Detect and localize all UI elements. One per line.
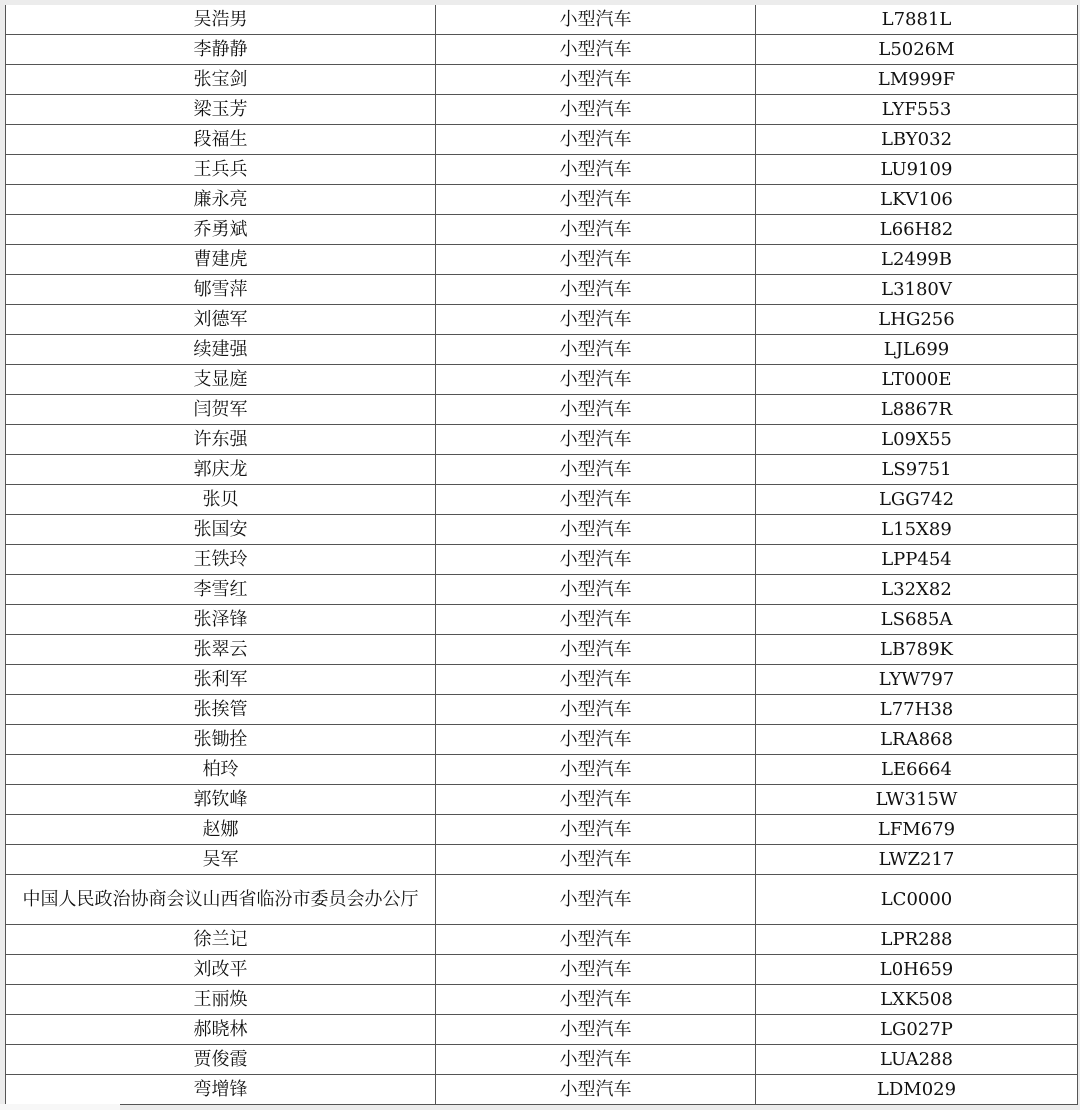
plate-number-cell: LM999F [756,65,1078,95]
vehicle-type-cell: 小型汽车 [436,925,756,955]
vehicle-type-cell: 小型汽车 [436,5,756,35]
table-row [6,1075,1078,1105]
table-row [6,1045,1078,1075]
table-row [6,155,1078,185]
vehicle-type-cell: 小型汽车 [436,725,756,755]
table-row [6,515,1078,545]
table-row [6,65,1078,95]
table-row [6,785,1078,815]
owner-cell: 吴浩男 [6,5,436,35]
table-row [6,1015,1078,1045]
plate-number-cell: LYF553 [756,95,1078,125]
plate-number-cell: LW315W [756,785,1078,815]
owner-cell: 许东强 [6,425,436,455]
owner-cell: 贾俊霞 [6,1045,436,1075]
table-row [6,635,1078,665]
plate-number-cell: L7881L [756,5,1078,35]
vehicle-type-cell: 小型汽车 [436,395,756,425]
owner-cell: 廉永亮 [6,185,436,215]
vehicle-type-cell: 小型汽车 [436,635,756,665]
plate-number-cell: L0H659 [756,955,1078,985]
owner-cell: 柏玲 [6,755,436,785]
owner-cell: 弯增锋 [6,1075,436,1105]
vehicle-type-cell: 小型汽车 [436,575,756,605]
plate-number-cell: L5026M [756,35,1078,65]
table-row [6,925,1078,955]
plate-number-cell: LU9109 [756,155,1078,185]
plate-number-cell: LB789K [756,635,1078,665]
table-row [6,275,1078,305]
owner-cell: 张国安 [6,515,436,545]
owner-cell: 张利军 [6,665,436,695]
vehicle-type-cell: 小型汽车 [436,215,756,245]
vehicle-type-cell: 小型汽车 [436,1045,756,1075]
owner-cell: 郭庆龙 [6,455,436,485]
owner-cell: 徐兰记 [6,925,436,955]
owner-cell: 梁玉芳 [6,95,436,125]
table-row [6,5,1078,35]
plate-number-cell: LJL699 [756,335,1078,365]
vehicle-type-cell: 小型汽车 [436,305,756,335]
table-row [6,605,1078,635]
owner-cell: 刘德军 [6,305,436,335]
table-body [6,5,1078,1105]
table-row [6,845,1078,875]
owner-cell: 中国人民政治协商会议山西省临汾市委员会办公厅 [6,875,436,925]
plate-number-cell: LPR288 [756,925,1078,955]
plate-number-cell: LYW797 [756,665,1078,695]
table-row [6,875,1078,925]
owner-cell: 李静静 [6,35,436,65]
vehicle-type-cell: 小型汽车 [436,955,756,985]
plate-number-cell: LBY032 [756,125,1078,155]
plate-number-cell: LS9751 [756,455,1078,485]
table-row [6,755,1078,785]
table-row [6,125,1078,155]
owner-cell: 郝晓林 [6,1015,436,1045]
table-row [6,335,1078,365]
vehicle-type-cell: 小型汽车 [436,515,756,545]
vehicle-type-cell: 小型汽车 [436,755,756,785]
table-row [6,95,1078,125]
vehicle-type-cell: 小型汽车 [436,125,756,155]
plate-number-cell: LT000E [756,365,1078,395]
plate-number-cell: L2499B [756,245,1078,275]
table-row [6,725,1078,755]
owner-cell: 乔勇斌 [6,215,436,245]
plate-number-cell: L15X89 [756,515,1078,545]
vehicle-type-cell: 小型汽车 [436,185,756,215]
table-row [6,695,1078,725]
vehicle-type-cell: 小型汽车 [436,665,756,695]
vehicle-type-cell: 小型汽车 [436,815,756,845]
owner-cell: 曹建虎 [6,245,436,275]
plate-number-cell: LUA288 [756,1045,1078,1075]
plate-number-cell: L77H38 [756,695,1078,725]
owner-cell: 郇雪萍 [6,275,436,305]
plate-number-cell: LDM029 [756,1075,1078,1105]
plate-number-cell: LPP454 [756,545,1078,575]
owner-cell: 王铁玲 [6,545,436,575]
table-row [6,365,1078,395]
plate-number-cell: LS685A [756,605,1078,635]
table-row [6,815,1078,845]
table-row [6,955,1078,985]
owner-cell: 张翠云 [6,635,436,665]
table-row [6,35,1078,65]
vehicle-type-cell: 小型汽车 [436,65,756,95]
vehicle-type-cell: 小型汽车 [436,35,756,65]
plate-number-cell: LHG256 [756,305,1078,335]
plate-number-cell: L32X82 [756,575,1078,605]
owner-cell: 郭钦峰 [6,785,436,815]
owner-cell: 支显庭 [6,365,436,395]
vehicle-type-cell: 小型汽车 [436,985,756,1015]
table-row [6,485,1078,515]
document-sheet [5,5,1077,1105]
vehicle-type-cell: 小型汽车 [436,95,756,125]
vehicle-type-cell: 小型汽车 [436,1075,756,1105]
plate-number-cell: LG027P [756,1015,1078,1045]
vehicle-type-cell: 小型汽车 [436,695,756,725]
vehicle-type-cell: 小型汽车 [436,545,756,575]
plate-number-cell: LKV106 [756,185,1078,215]
vehicle-type-cell: 小型汽车 [436,485,756,515]
vehicle-type-cell: 小型汽车 [436,335,756,365]
owner-cell: 闫贺军 [6,395,436,425]
table-row [6,665,1078,695]
horizontal-scrollbar[interactable] [0,1104,120,1110]
vehicle-type-cell: 小型汽车 [436,245,756,275]
table-row [6,545,1078,575]
table-row [6,985,1078,1015]
plate-number-cell: L8867R [756,395,1078,425]
vehicle-type-cell: 小型汽车 [436,875,756,925]
owner-cell: 段福生 [6,125,436,155]
plate-number-cell: L09X55 [756,425,1078,455]
table-row [6,245,1078,275]
owner-cell: 王兵兵 [6,155,436,185]
vehicle-type-cell: 小型汽车 [436,275,756,305]
plate-number-cell: LE6664 [756,755,1078,785]
owner-cell: 续建强 [6,335,436,365]
owner-cell: 刘改平 [6,955,436,985]
plate-number-cell: L3180V [756,275,1078,305]
plate-number-cell: LXK508 [756,985,1078,1015]
vehicle-type-cell: 小型汽车 [436,155,756,185]
plate-number-cell: L66H82 [756,215,1078,245]
vehicle-type-cell: 小型汽车 [436,365,756,395]
table-row [6,455,1078,485]
owner-cell: 张挨管 [6,695,436,725]
table-row [6,575,1078,605]
owner-cell: 张锄拴 [6,725,436,755]
vehicle-registry-table [5,5,1078,1105]
plate-number-cell: LWZ217 [756,845,1078,875]
vehicle-type-cell: 小型汽车 [436,845,756,875]
owner-cell: 张泽锋 [6,605,436,635]
owner-cell: 李雪红 [6,575,436,605]
vehicle-type-cell: 小型汽车 [436,1015,756,1045]
table-row [6,305,1078,335]
table-row [6,185,1078,215]
table-row [6,215,1078,245]
owner-cell: 张宝剑 [6,65,436,95]
table-row [6,395,1078,425]
owner-cell: 吴军 [6,845,436,875]
plate-number-cell: LC0000 [756,875,1078,925]
vehicle-type-cell: 小型汽车 [436,455,756,485]
plate-number-cell: LFM679 [756,815,1078,845]
vehicle-type-cell: 小型汽车 [436,605,756,635]
vehicle-type-cell: 小型汽车 [436,425,756,455]
plate-number-cell: LRA868 [756,725,1078,755]
owner-cell: 张贝 [6,485,436,515]
vehicle-type-cell: 小型汽车 [436,785,756,815]
owner-cell: 王丽焕 [6,985,436,1015]
owner-cell: 赵娜 [6,815,436,845]
table-row [6,425,1078,455]
plate-number-cell: LGG742 [756,485,1078,515]
